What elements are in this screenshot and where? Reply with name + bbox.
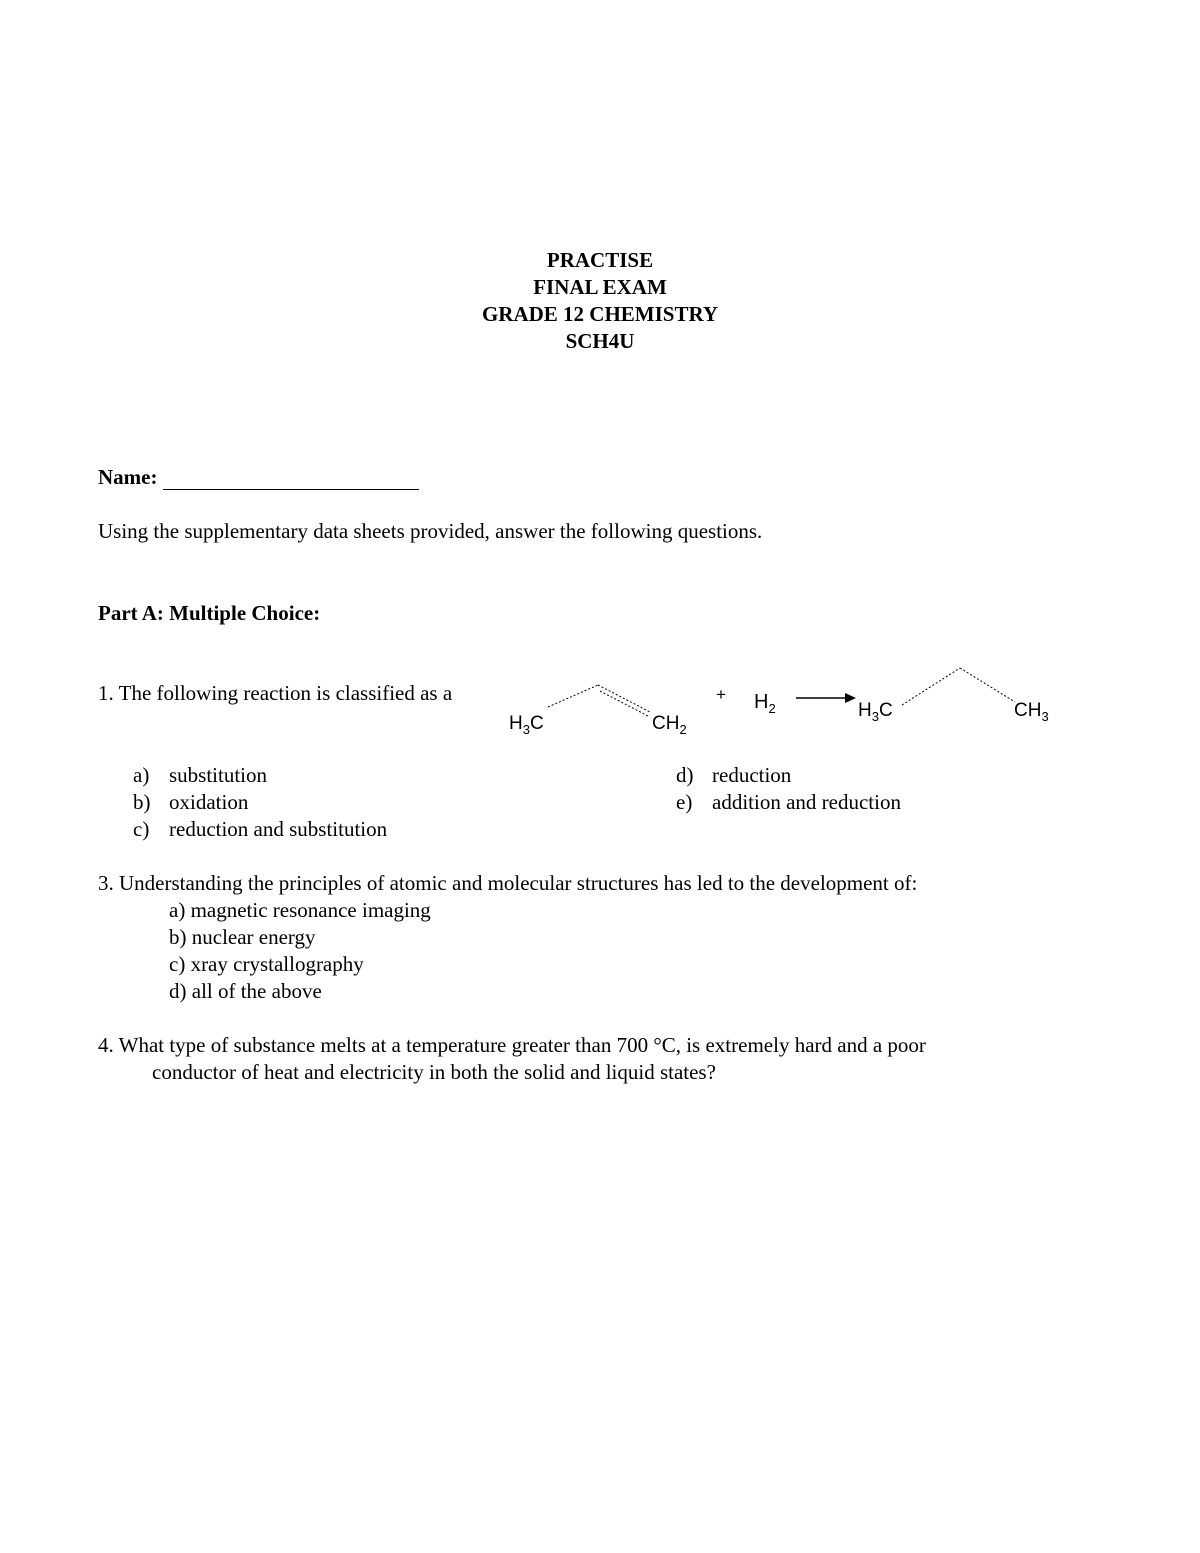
name-row xyxy=(98,465,419,490)
propene-double-bond-b xyxy=(600,691,648,716)
reaction-diagram xyxy=(500,660,1070,740)
q1-option-a-text: substitution xyxy=(169,763,268,787)
instructions: Using the supplementary data sheets provided, answer the following questions. xyxy=(98,519,763,543)
name-blank-line[interactable] xyxy=(163,467,419,490)
q3-option-d[interactable]: d) all of the above xyxy=(169,979,322,1003)
q1-option-d-label: d) xyxy=(676,763,694,787)
title-course: GRADE 12 CHEMISTRY xyxy=(481,302,719,326)
q1-option-c[interactable] xyxy=(133,817,387,842)
q1-option-d[interactable] xyxy=(676,763,791,788)
q1-option-e[interactable] xyxy=(676,790,901,815)
propane-right-group: $CH_3$ xyxy=(1014,700,1049,724)
name-label: Name: xyxy=(98,465,158,489)
reaction-arrow-icon xyxy=(845,693,856,703)
title-course-code: SCH4U xyxy=(565,329,635,353)
propane-bond-1 xyxy=(902,668,960,705)
plus-sign: + xyxy=(716,685,726,704)
part-a-heading: Part A: Multiple Choice: xyxy=(98,601,321,625)
question-1-text: 1. The following reaction is classified as a xyxy=(98,681,453,705)
q1-option-b[interactable] xyxy=(133,790,248,815)
question-4-text-line-2: conductor of heat and electricity in both the solid and liquid states? xyxy=(152,1060,716,1084)
propene-bond-1 xyxy=(548,685,598,707)
propene-double-bond-a xyxy=(598,685,650,712)
q1-option-a[interactable] xyxy=(133,763,267,788)
question-4-text-line-1: 4. What type of substance melts at a temperature greater than 700 °C, is extremely hard and a poor xyxy=(98,1033,926,1057)
q3-option-a[interactable]: a) magnetic resonance imaging xyxy=(169,898,431,922)
q1-option-d-text: reduction xyxy=(712,763,792,787)
q1-option-b-label: b) xyxy=(133,790,151,814)
title-final-exam: FINAL EXAM xyxy=(533,275,667,299)
q1-option-a-label: a) xyxy=(133,763,150,787)
propene-right-group: $CH_2$ xyxy=(652,713,687,737)
q3-option-c[interactable]: c) xray crystallography xyxy=(169,952,364,976)
exam-title-block xyxy=(0,247,1200,355)
propane-left-group: $H_3C$ xyxy=(858,700,893,724)
propene-left-group: $H_3C$ xyxy=(509,713,544,737)
question-3-text: 3. Understanding the principles of atomic and molecular structures has led to the development of: xyxy=(98,871,918,895)
hydrogen-reactant: $H_2$ xyxy=(754,691,776,716)
q3-option-b[interactable]: b) nuclear energy xyxy=(169,925,316,949)
q1-option-c-text: reduction and substitution xyxy=(169,817,388,841)
q1-option-c-label: c) xyxy=(133,817,150,841)
q1-option-e-label: e) xyxy=(676,790,693,814)
q1-option-b-text: oxidation xyxy=(169,790,249,814)
q1-option-e-text: addition and reduction xyxy=(712,790,901,814)
propane-bond-2 xyxy=(960,668,1015,702)
title-practise: PRACTISE xyxy=(546,248,654,272)
